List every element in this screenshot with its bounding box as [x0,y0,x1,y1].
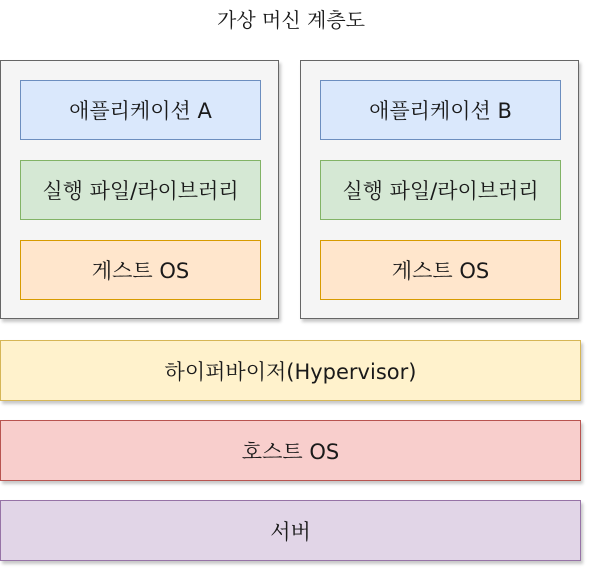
libraries-b-box: 실행 파일/라이브러리 [320,160,561,220]
virtual-machine-b [300,60,579,319]
guest-os-b-box: 게스트 OS [320,240,561,300]
libraries-a-box: 실행 파일/라이브러리 [20,160,261,220]
application-b-box: 애플리케이션 B [320,80,561,140]
diagram-title: 가상 머신 계층도 [217,8,365,32]
application-a-box: 애플리케이션 A [20,80,261,140]
host-os-layer: 호스트 OS [0,420,581,481]
guest-os-a-box: 게스트 OS [20,240,261,300]
server-layer: 서버 [0,500,581,561]
virtual-machine-a [0,60,279,319]
hypervisor-layer: 하이퍼바이저(Hypervisor) [0,340,581,401]
